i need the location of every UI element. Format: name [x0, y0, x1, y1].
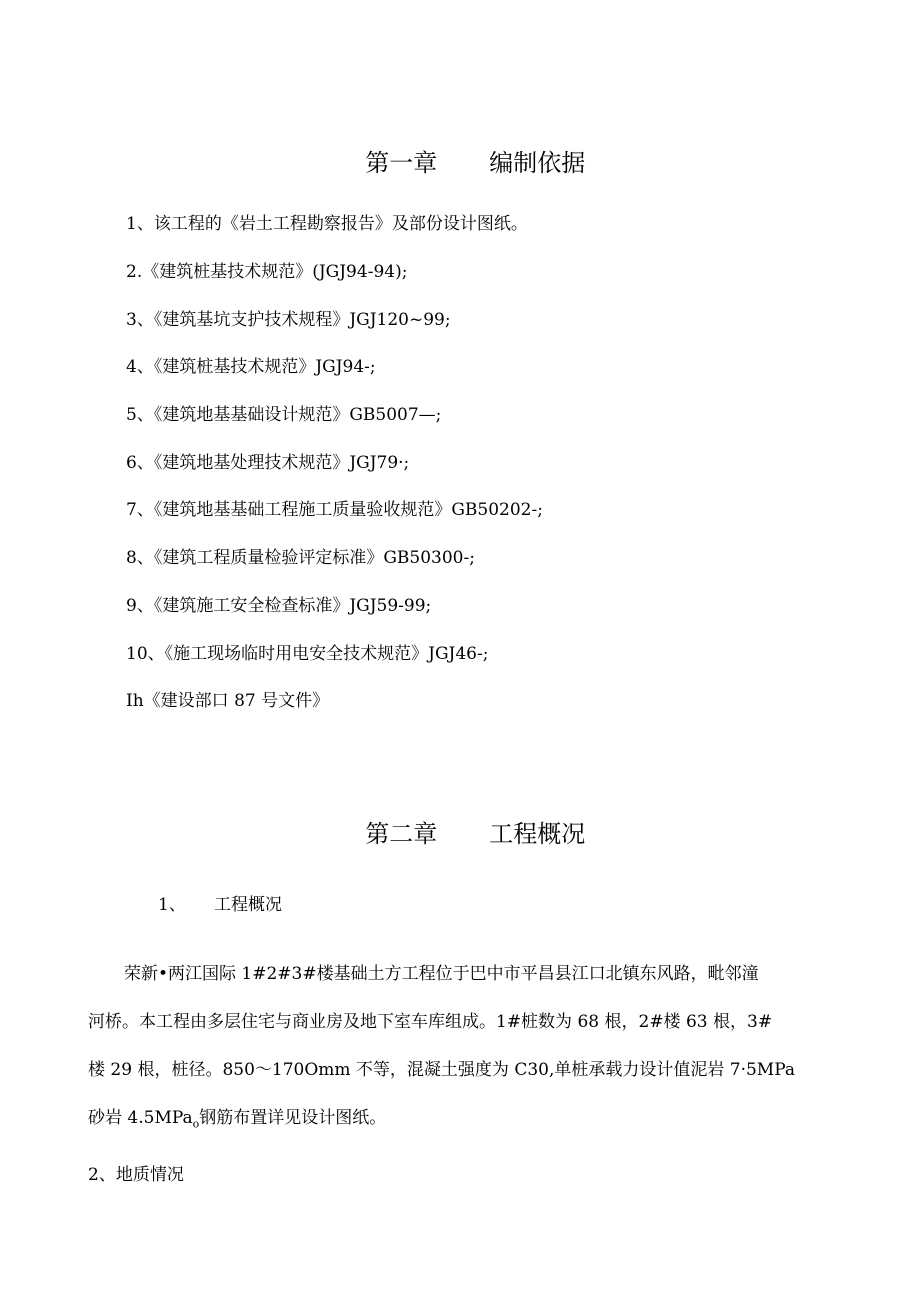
reference-item: 7、《建筑地基基础工程施工质量验收规范》GB50202-;: [126, 500, 543, 520]
paragraph-fragment: 钢筋布置详见设计图纸。: [199, 1108, 387, 1128]
reference-item: 4、《建筑桩基技术规范》JGJ94-;: [126, 357, 376, 377]
section-1-heading: [158, 894, 282, 916]
section-1-number: 1、: [158, 895, 186, 915]
reference-item: 9、《建筑施工安全检查标准》JGJ59-99;: [126, 596, 432, 616]
reference-item: 3、《建筑基坑支护技术规程》JGJ120~99;: [126, 310, 451, 330]
chapter-1-title: 编制依据: [489, 149, 586, 177]
paragraph-fragment: 砂岩 4.5MPa: [88, 1108, 193, 1128]
chapter-2-heading: [0, 789, 920, 879]
reference-item: 8、《建筑工程质量检验评定标准》GB50300-;: [126, 548, 475, 568]
reference-item: 2.《建筑桩基技术规范》(JGJ94-94);: [126, 262, 408, 282]
paragraph-line: 楼 29 根，桩径。850～170Omm 不等，混凝土强度为 C30,单桩承载力设计值泥岩 7·5MPa: [88, 1060, 796, 1080]
paragraph-line: 河桥。本工程由多层住宅与商业房及地下室车库组成。1#桩数为 68 根，2#楼 63 根，3#: [88, 1012, 773, 1032]
chapter-2-title: 工程概况: [489, 820, 586, 848]
chapter-1-heading: [0, 118, 920, 208]
reference-item: 10、《施工现场临时用电安全技术规范》JGJ46-;: [126, 644, 489, 664]
paragraph-subscript: o: [192, 1117, 200, 1131]
reference-item: 6、《建筑地基处理技术规范》JGJ79·;: [126, 453, 410, 473]
reference-item: 1、该工程的《岩土工程勘察报告》及部份设计图纸。: [126, 214, 528, 234]
section-1-title: 工程概况: [214, 895, 282, 915]
chapter-2-number: 第二章: [365, 820, 438, 848]
overview-paragraph: [88, 963, 840, 1155]
paragraph-line: 荣新•两江国际 1#2#3#楼基础土方工程位于巴中市平昌县江口北镇东风路，毗邻潼: [124, 964, 759, 984]
section-2-heading: 2、地质情况: [88, 1165, 184, 1185]
reference-item: Ih《建设部口 87 号文件》: [126, 691, 330, 711]
paragraph-line-last: [88, 1107, 840, 1155]
reference-item: 5、《建筑地基基础设计规范》GB5007—;: [126, 405, 442, 425]
chapter-1-number: 第一章: [365, 149, 438, 177]
